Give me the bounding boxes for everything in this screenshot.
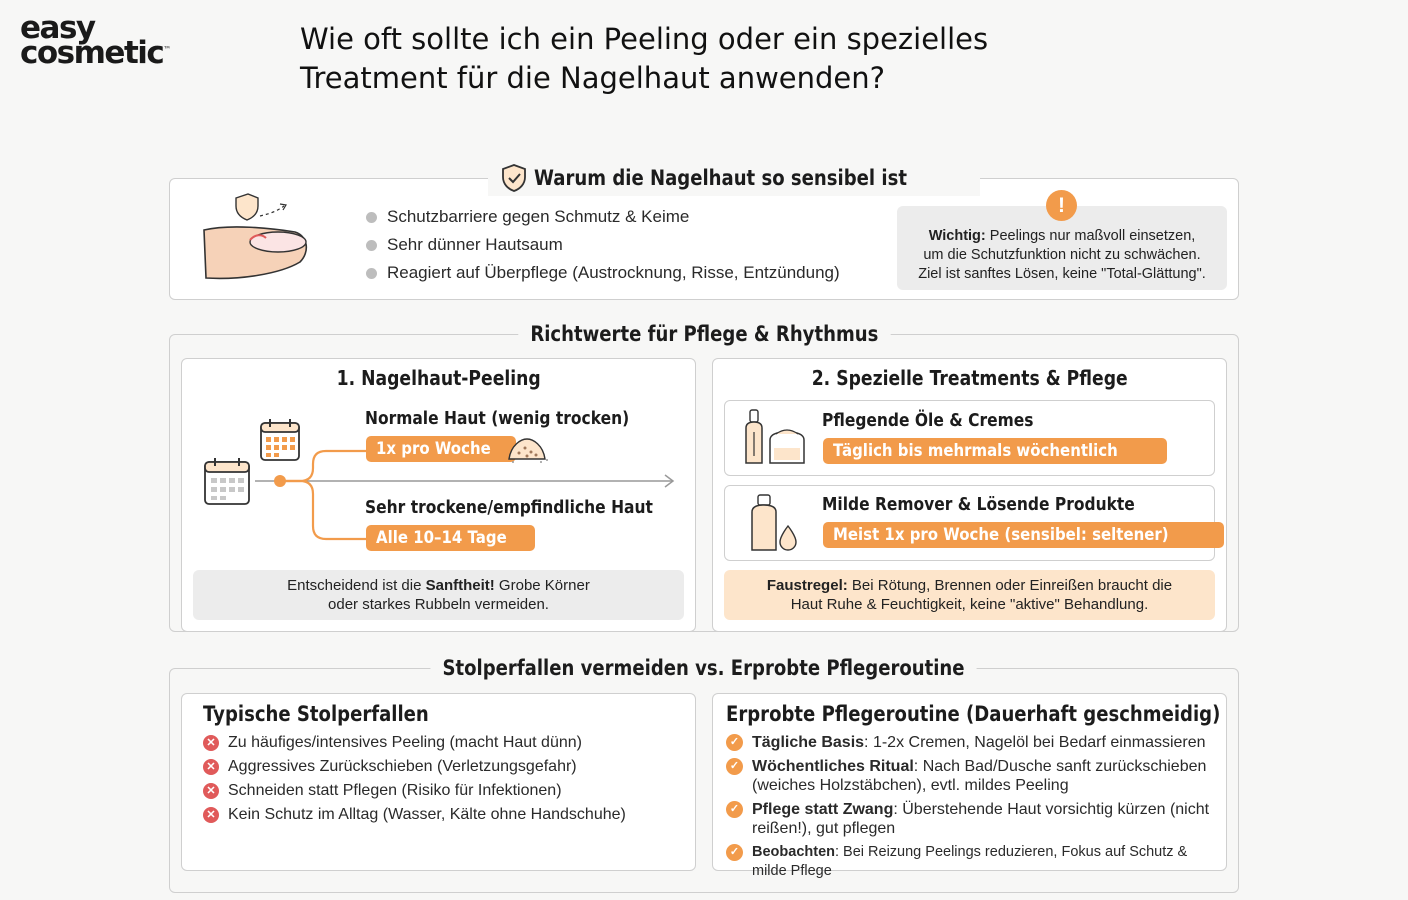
- dry-skin-frequency: [366, 525, 535, 551]
- list-item: [726, 757, 1218, 795]
- x-circle-icon: ✕: [203, 759, 219, 775]
- bullet-text: Sehr dünner Hautsaum: [387, 235, 563, 254]
- list-item: [366, 231, 886, 259]
- routine-label: Wöchentliches Ritual: [752, 758, 914, 775]
- important-text-2: um die Schutzfunktion nicht zu schwächen.: [923, 247, 1201, 263]
- bullet-text: Schutzbarriere gegen Schmutz & Keime: [387, 207, 690, 226]
- pitfalls-list-title: Typische Stolperfallen: [203, 702, 429, 726]
- routine-detail: : Nach Bad/Dusche sanft zurückschieben (weiches Holzstäbchen), evtl. mildes Peeling: [752, 758, 1207, 794]
- important-text-3: Ziel ist sanftes Lösen, keine "Total-Glättung".: [918, 266, 1206, 282]
- x-circle-icon: ✕: [203, 807, 219, 823]
- list-item: [366, 259, 886, 287]
- check-circle-icon: ✓: [726, 734, 743, 751]
- rule-label: Faustregel:: [766, 577, 848, 594]
- page-title: [300, 20, 1200, 98]
- logo-line2: cosmetic: [20, 35, 164, 72]
- dry-skin-label: Sehr trockene/empfindliche Haut: [365, 497, 653, 518]
- list-item: [366, 203, 886, 231]
- remover-label: Milde Remover & Lösende Produkte: [822, 494, 1135, 515]
- pitfalls-title-wrap: [169, 652, 1239, 684]
- logo-line1: easy: [20, 10, 95, 46]
- rule-of-thumb-note: [724, 570, 1215, 620]
- check-circle-icon: ✓: [726, 758, 743, 775]
- calendar-icon: [203, 456, 251, 511]
- routine-detail: : Bei Reizung Peelings reduzieren, Fokus auf Schutz & milde Pflege: [752, 844, 1188, 879]
- pitfall-text: Schneiden statt Pflegen (Risiko für Infektionen): [228, 782, 562, 799]
- routine-text: [752, 843, 1218, 881]
- important-label: Wichtig:: [928, 228, 986, 244]
- remover-frequency: [823, 522, 1224, 548]
- list-item: [203, 779, 683, 803]
- bullet-dot: [366, 268, 377, 279]
- pill-text: Täglich bis mehrmals wöchentlich: [833, 441, 1118, 461]
- pitfall-text: Zu häufiges/intensives Peeling (macht Haut dünn): [228, 734, 582, 751]
- peeling-note: [193, 570, 684, 620]
- pill-text: 1x pro Woche: [376, 439, 491, 459]
- bullet-dot: [366, 240, 377, 251]
- pill-text: Alle 10–14 Tage: [376, 528, 507, 548]
- list-item: [726, 800, 1218, 838]
- routine-detail: : 1-2x Cremen, Nagelöl bei Bedarf einmassieren: [864, 734, 1206, 751]
- logo-tm: ™: [163, 45, 172, 55]
- routine-text: [752, 733, 1206, 752]
- title-line-2: Treatment für die Nagelhaut anwenden?: [300, 61, 886, 95]
- brand-logo: [20, 10, 185, 72]
- note-text-c: Grobe Körner: [494, 577, 590, 594]
- x-circle-icon: ✕: [203, 783, 219, 799]
- exclamation-icon: !: [1046, 190, 1077, 221]
- shield-check-icon: [500, 163, 528, 193]
- routine-label: Tägliche Basis: [752, 734, 865, 751]
- normal-skin-frequency: [366, 436, 516, 462]
- x-circle-icon: ✕: [203, 735, 219, 751]
- bullet-text: Reagiert auf Überpflege (Austrocknung, Risse, Entzündung): [387, 263, 840, 282]
- note-text-a: Entscheidend ist die: [287, 577, 426, 594]
- pill-text: Meist 1x pro Woche (sensibel: seltener): [833, 525, 1169, 545]
- list-item: [726, 843, 1218, 881]
- routine-label: Pflege statt Zwang: [752, 801, 894, 818]
- sensitivity-title: Warum die Nagelhaut so sensibel ist: [534, 166, 907, 190]
- list-item: [203, 731, 683, 755]
- list-item: [203, 755, 683, 779]
- pitfall-text: Aggressives Zurückschieben (Verletzungsgefahr): [228, 758, 577, 775]
- oil-bottle-cream-icon: [740, 408, 806, 473]
- treatments-title-wrap: [712, 366, 1227, 390]
- title-line-1: Wie oft sollte ich ein Peeling oder ein spezielles: [300, 22, 989, 56]
- sensitivity-bullets: [366, 203, 886, 287]
- rule-text-1: Bei Rötung, Brennen oder Einreißen braucht die: [847, 577, 1173, 594]
- peeling-grains-icon: [505, 433, 549, 470]
- pitfalls-list: [203, 731, 683, 827]
- rhythm-title: Richtwerte für Pflege & Rhythmus: [518, 322, 890, 346]
- oils-creams-frequency: [823, 438, 1167, 464]
- treatments-title: 2. Spezielle Treatments & Pflege: [811, 366, 1128, 390]
- important-text-1: Peelings nur maßvoll einsetzen,: [985, 228, 1196, 244]
- routine-label: Beobachten: [752, 844, 835, 860]
- pitfall-text: Kein Schutz im Alltag (Wasser, Kälte ohne Handschuhe): [228, 806, 626, 823]
- rule-text-2: Haut Ruhe & Feuchtigkeit, keine "aktive" Behandlung.: [790, 596, 1149, 613]
- routine-text: [752, 757, 1218, 795]
- routine-list-title: Erprobte Pflegeroutine (Dauerhaft geschmeidig): [726, 702, 1221, 726]
- note-emphasis: Sanftheit!: [425, 577, 495, 594]
- sensitivity-title-bar: [488, 160, 980, 196]
- check-circle-icon: ✓: [726, 844, 743, 861]
- pitfalls-title: Stolperfallen vermeiden vs. Erprobte Pflegeroutine: [431, 656, 977, 680]
- finger-illustration: [200, 190, 315, 285]
- list-item: [726, 733, 1218, 752]
- check-circle-icon: ✓: [726, 801, 743, 818]
- rhythm-title-wrap: [169, 318, 1239, 350]
- list-item: [203, 803, 683, 827]
- note-text-d: oder starkes Rubbeln vermeiden.: [328, 596, 549, 613]
- routine-text: [752, 800, 1218, 838]
- oils-creams-label: Pflegende Öle & Cremes: [822, 410, 1034, 431]
- normal-skin-label: Normale Haut (wenig trocken): [365, 408, 630, 429]
- peeling-title: 1. Nagelhaut-Peeling: [336, 366, 541, 390]
- routine-list: [726, 733, 1218, 886]
- bullet-dot: [366, 212, 377, 223]
- remover-bottle-icon: [744, 492, 804, 559]
- routine-detail: : Überstehende Haut vorsichtig kürzen (nicht reißen!), gut pflegen: [752, 801, 1210, 837]
- peeling-title-wrap: [181, 366, 696, 390]
